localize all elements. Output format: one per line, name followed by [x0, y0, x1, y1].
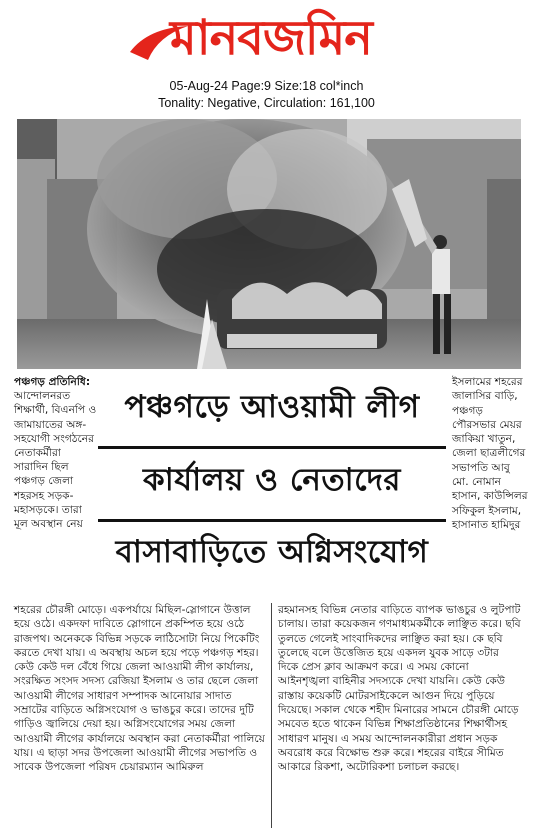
column-divider [271, 603, 272, 828]
headline-rule [98, 446, 446, 449]
body-right-text: রহমানসহ বিভিন্ন নেতার বাড়িতে ব্যাপক ভাঙচুর ও লুটপাট চালায়। তারা কয়েকজন গণমাধ্যমকর্মীকে লাঞ্ছিত করে। ছবি তুলতে গেলেই সাংবাদিকদের লাঞ্ছিত করা হয়। কে ছবি তুলেছে বলে উত্তেজিত হয়ে একদল যুবক সাড়ে ৩টার দিকে প্রেস ক্লাব আক্রমণ করে। এ সময় কোনো আইনশৃঙ্খলা বাহিনীর সদস্যকে দেখা যায়নি। কেউ কেউ রাস্তায় কয়েকটি মোটরসাইকেলে আগুন দিয়ে পুড়িয়ে দিয়েছে। সকাল থেকে শহীদ মিনারের সামনে চৌরঙ্গী মোড়ে সমবেত হতে থাকেন বিভিন্ন শিক্ষাপ্রতিষ্ঠানের শিক্ষার্থীসহ সাধারণ মানুষ। এ সময় আন্দোলনকারীরা প্রধান সড়ক অবরোধ করে বিক্ষোভ শুরু করে। শহরের বাইরে সীমিত আকারে রিকশা, অটোরিকশা চলাচল করছে। [278, 604, 521, 774]
masthead [0, 0, 533, 120]
newspaper-logo: মানবজমিন [170, 10, 372, 66]
right-column-text: ইসলামের শহরের জালাসির বাড়ি, পঞ্চগড় পৌরসভার মেয়র জাকিয়া খাতুন, জেলা ছাত্রলীগের সভাপতি আবু মো. নোমান হাসান, কাউন্সিলর সফিকুল ইসলাম, হাসানাত হামিদুর [452, 376, 528, 531]
headline-line-3: বাসাবাড়িতে অগ্নিসংযোগ [115, 534, 429, 570]
headline-rule [98, 519, 446, 522]
article-body-left [14, 603, 267, 775]
article-body-right [278, 603, 522, 775]
clipping-meta-tonality: Tonality: Negative, Circulation: 161,100 [158, 96, 375, 110]
body-left-text: শহরের চৌরঙ্গী মোড়ে। একপর্যায়ে মিছিল-স্লোগানে উত্তাল হয়ে ওঠে। একদফা দাবিতে স্লোগানে প্রকম্পিত হয়ে ওঠে রাজপথ। অনেককে বিভিন্ন সড়কে লাঠিসোটা নিয়ে পিকেটিং করতে দেখা যায়। এ অবস্থায় অচল হয়ে পড়ে পঞ্চগড় শহর। কেউ কেউ দল বেঁধে গিয়ে জেলা আওয়ামী লীগ কার্যালয়, সংরক্ষিত সংসদ সদস্য রেজিয়া ইসলাম ও তার ছেলে জেলা আওয়ামী লীগের সাধারণ সম্পাদক আনোয়ার সাদাত সম্রাটের বাড়িতে অগ্নিসংযোগ ও ভাঙচুর করে। তাদের দুটি গাড়িও জ্বালিয়ে দেয়া হয়। অগ্নিসংযোগের সময় জেলা আওয়ামী লীগের কার্যালয়ে অবস্থান করা নেতাকর্মীরা পালিয়ে যায়। এ ছাড়া সদর উপজেলা আওয়ামী লীগের সভাপতি ও সাবেক উপজেলা পরিষদ চেয়ারম্যান আমিরুল [14, 604, 265, 774]
left-column-text: আন্দোলনরত শিক্ষার্থী, বিএনপি ও জামায়াতের অঙ্গ-সহযোগী সংগঠনের নেতাকর্মীরা সারাদিন ছিল পঞ্চগড় জেলা শহরসহ সড়ক-মহাসড়কে। তারা মূল অবস্থান নেয় [14, 390, 97, 531]
article-right-column [452, 375, 528, 532]
fire-smoke-photo-icon [17, 119, 521, 369]
headline-line-2: কার্যালয় ও নেতাদের [143, 462, 401, 498]
headline-line-1: পঞ্চগড়ে আওয়ামী লীগ [124, 389, 420, 425]
dateline: পঞ্চগড় প্রতিনিধি: [14, 376, 91, 388]
news-photo [17, 119, 521, 369]
article-left-column [14, 375, 98, 531]
clipping-meta-date: 05-Aug-24 Page:9 Size:18 col*inch [169, 79, 364, 93]
headline-block [98, 378, 446, 600]
